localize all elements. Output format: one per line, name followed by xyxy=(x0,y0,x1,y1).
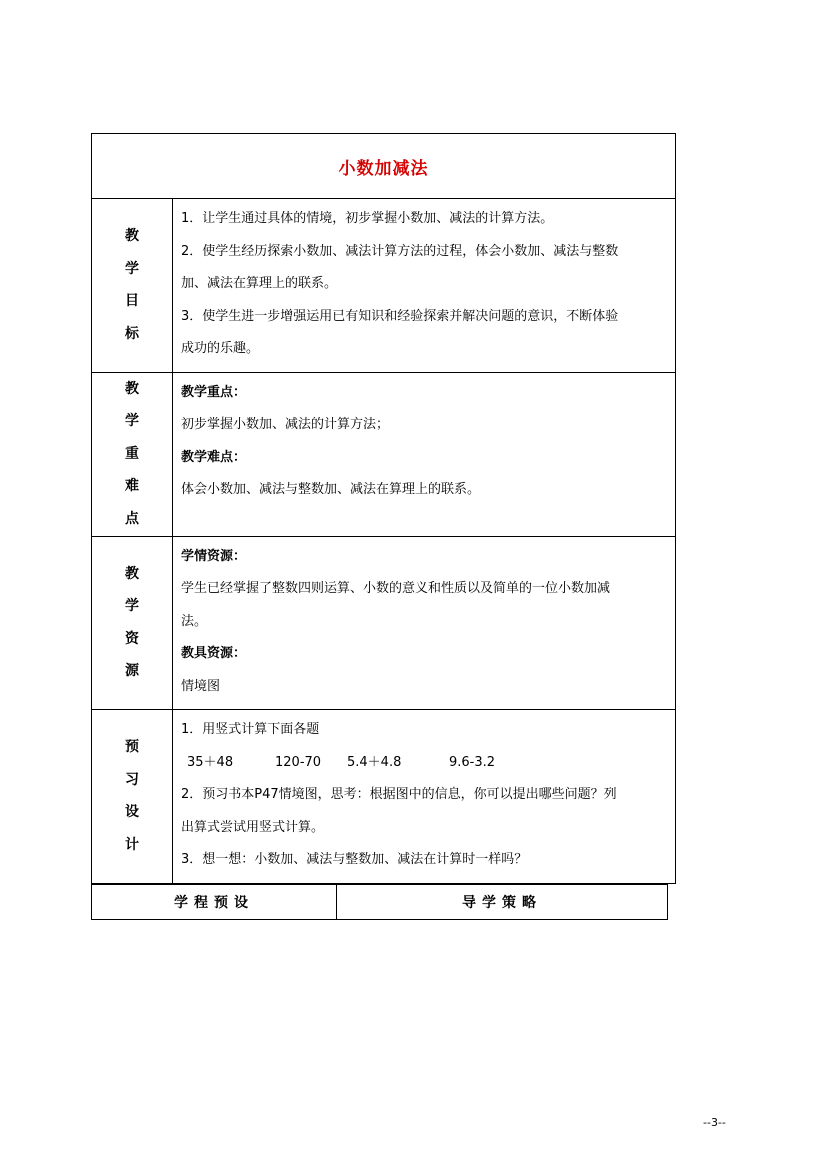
title-cell xyxy=(92,134,676,199)
label-char: 学 xyxy=(125,413,139,430)
content-line: 情境图 xyxy=(181,678,221,694)
header-strategy: 导学策略 xyxy=(337,885,668,920)
content-line: 法。 xyxy=(181,613,208,629)
section-key-points xyxy=(92,372,676,536)
content-line: 3．使学生进一步增强运用已有知识和经验探索并解决问题的意识，不断体验 xyxy=(181,308,619,324)
section-label xyxy=(92,372,173,536)
lesson-plan-table xyxy=(91,133,676,884)
content-line: 初步掌握小数加、减法的计算方法； xyxy=(181,417,390,432)
section-objectives xyxy=(92,199,676,373)
subheading: 教学重点： xyxy=(181,384,247,400)
label-char: 目 xyxy=(125,293,139,310)
label-char: 重 xyxy=(125,445,139,462)
calc-item: 9.6-3.2 xyxy=(449,754,496,770)
label-char: 教 xyxy=(125,228,139,245)
label-char: 教 xyxy=(125,565,139,582)
label-char: 设 xyxy=(125,804,139,821)
calc-item: 35＋48 xyxy=(187,754,234,770)
content-line: 2．使学生经历探索小数加、减法计算方法的过程，体会小数加、减法与整数 xyxy=(181,243,619,259)
subheading: 学情资源： xyxy=(181,548,247,564)
header-process: 学程预设 xyxy=(92,885,337,920)
section-resources xyxy=(92,536,676,710)
content-line: 加、减法在算理上的联系。 xyxy=(181,276,338,291)
strategy-table xyxy=(91,884,668,920)
content-line: 1．让学生通过具体的情境，初步掌握小数加、减法的计算方法。 xyxy=(181,211,554,226)
content-line: 出算式尝试用竖式计算。 xyxy=(181,819,325,835)
content-line: 2．预习书本P47情境图，思考：根据图中的信息，你可以提出哪些问题？列 xyxy=(181,787,617,802)
label-char: 学 xyxy=(125,598,139,615)
section-content xyxy=(173,536,676,710)
page-number: --3-- xyxy=(703,1116,726,1129)
label-char: 难 xyxy=(125,478,139,495)
section-preview xyxy=(92,710,676,884)
label-char: 点 xyxy=(125,510,139,527)
page-title: 小数加减法 xyxy=(338,158,429,179)
label-char: 源 xyxy=(125,663,139,680)
section-content xyxy=(173,710,676,884)
calc-row xyxy=(181,747,669,780)
content-line: 成功的乐趣。 xyxy=(181,341,260,356)
subheading: 教学难点： xyxy=(181,449,247,465)
label-char: 计 xyxy=(125,836,139,853)
section-content xyxy=(173,199,676,373)
section-label xyxy=(92,199,173,373)
section-content xyxy=(173,372,676,536)
label-char: 标 xyxy=(125,325,139,342)
content-line: 3．想一想：小数加、减法与整数加、减法在计算时一样吗？ xyxy=(181,852,528,867)
content-line: 体会小数加、减法与整数加、减法在算理上的联系。 xyxy=(181,482,481,497)
content-line: 1．用竖式计算下面各题 xyxy=(181,722,320,737)
subheading: 教具资源： xyxy=(181,646,247,661)
calc-item: 5.4＋4.8 xyxy=(347,754,402,770)
section-label xyxy=(92,536,173,710)
label-char: 预 xyxy=(125,739,139,756)
calc-item: 120-70 xyxy=(275,754,322,770)
label-char: 习 xyxy=(125,771,139,788)
content-line: 学生已经掌握了整数四则运算、小数的意义和性质以及简单的一位小数加减 xyxy=(181,581,611,596)
title-row xyxy=(92,134,676,199)
strategy-header-row xyxy=(92,885,668,920)
section-label xyxy=(92,710,173,884)
label-char: 资 xyxy=(125,630,139,647)
label-char: 学 xyxy=(125,260,139,277)
label-char: 教 xyxy=(125,380,139,397)
